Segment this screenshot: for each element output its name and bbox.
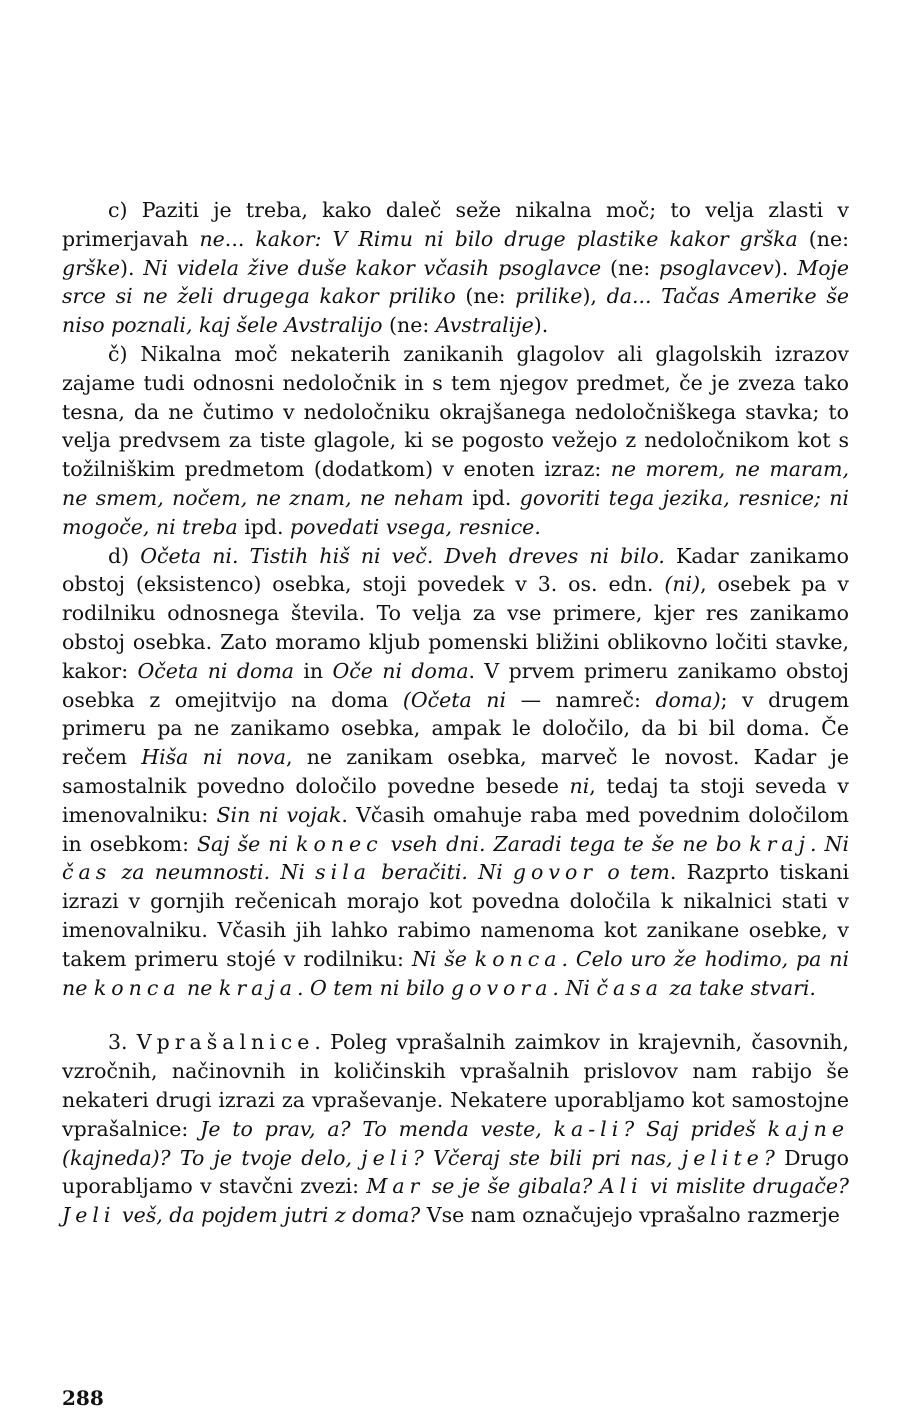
text-run: (ne: xyxy=(455,284,516,309)
italic-text-run: Je to prav, a? To menda veste, xyxy=(200,1116,554,1141)
italic-text-run: kakor: V Rimu ni bilo druge plastike kakor grška xyxy=(255,226,798,251)
paragraph-cc xyxy=(62,340,849,542)
spaced-text-run: konca xyxy=(93,975,181,1000)
text-run: ). xyxy=(120,255,144,280)
spaced-text-run: govor xyxy=(512,860,598,885)
text-run: , ne zanikam osebka, marveč le novost. Kadar je samostalnik povedno določilo povedne besede xyxy=(62,745,849,798)
italic-text-run: se je še gibala? xyxy=(424,1174,600,1199)
italic-text-run: Ni videla žive duše kakor včasih psoglavce xyxy=(143,255,602,280)
italic-text-run: . Ni xyxy=(810,831,850,856)
text-run: ; v drugem primeru pa ne zanikamo osebka, ampak le določilo, da bi bil doma. Če rečem xyxy=(62,687,850,770)
italic-text-run: prilike xyxy=(515,284,583,309)
text-run: (ne: xyxy=(382,313,436,338)
spaced-text-run: kraj xyxy=(749,831,810,856)
text-run: — namreč: xyxy=(506,687,656,712)
text-run: Kadar zanikamo obstoj (eksistenco) osebka, stoji povedek v 3. os. edn. xyxy=(62,543,850,597)
italic-text-run: (Očeta ni xyxy=(402,687,507,712)
spaced-text-run: jelite xyxy=(681,1145,764,1170)
text-run: č) Nikalna moč nekaterih zanikanih glagolov ali glagolskih izrazov zajame tudi odnosni nedoločnik in s tem njegov predmet, če je zveza tako tesna, da ne čutimo v nedoločniku okrajšanega nedoločniškega stavka; to velja predvsem za tiste glagole, ki se pogosto vežejo z nedoločnikom kot s tožilniškim predmetom (dodatkom) v enoten izraz: xyxy=(62,341,849,482)
italic-text-run: govoriti tega jezika, resnice; ni mogoče, ni treba xyxy=(62,485,849,539)
text-run: ipd. xyxy=(237,514,291,539)
italic-text-run: veš, da pojdem jutri z doma? xyxy=(115,1203,421,1228)
italic-text-run: ne xyxy=(199,226,225,251)
text-run: in xyxy=(294,658,333,683)
body-text xyxy=(62,196,849,1230)
italic-text-run: vseh dni. Zaradi tega te še ne bo xyxy=(382,831,750,856)
spaced-text-run: Mar xyxy=(366,1174,425,1199)
italic-text-run: beračiti. Ni xyxy=(371,860,513,885)
text-run: . V prvem primeru zanikamo obstoj osebka z omejitvijo na doma xyxy=(62,658,849,712)
italic-text-run: ? Saj prideš xyxy=(623,1116,768,1141)
italic-text-run: Saj še ni xyxy=(197,831,297,856)
spaced-text-run: kraja xyxy=(218,975,297,1000)
text-run: . Razprto tiskani izrazi v gornjih rečenicah morajo kot povedna določila k nikalnici stati v imenovalniku. Včasih jih lahko rabimo namenoma kot zanikane osebke, v takem primeru stojé v rodilniku: xyxy=(62,860,850,971)
italic-text-run: da... Tačas Amerike še niso poznali, kaj šele Avstralijo xyxy=(62,284,849,338)
spaced-text-run: konec xyxy=(296,831,383,856)
text-run: ipd. xyxy=(463,485,520,510)
italic-text-run: ne morem, ne maram, ne smem, nočem, ne znam, ne neham xyxy=(62,457,849,510)
italic-text-run: . O tem ni bilo xyxy=(296,975,451,1000)
italic-text-run: grške xyxy=(62,255,120,280)
italic-text-run: . Ni xyxy=(552,975,597,1000)
spaced-text-run: čas xyxy=(62,860,112,885)
spaced-text-run: Jeli xyxy=(62,1203,116,1228)
text-run: ), xyxy=(582,284,607,309)
spaced-text-run: sila xyxy=(315,860,372,885)
italic-text-run: (ni) xyxy=(664,572,701,597)
italic-text-run: doma) xyxy=(655,687,721,712)
italic-text-run: Hiša ni nova xyxy=(141,745,286,770)
italic-text-run: Avstralije xyxy=(435,313,534,338)
text-run: , tedaj ta stoji seveda v imenovalniku: xyxy=(62,773,849,827)
text-run: ). xyxy=(773,255,798,280)
italic-text-run: ni xyxy=(569,773,590,798)
italic-text-run: Očeta ni. Tistih hiš ni več. Dveh dreves ni bilo. xyxy=(140,543,665,568)
spaced-text-run: Ali xyxy=(599,1174,643,1199)
italic-text-run: psoglavcev xyxy=(659,255,774,280)
text-run: Drugo uporabljamo v stavčni zvezi: xyxy=(62,1145,849,1199)
spaced-text-run: jeli xyxy=(361,1145,413,1170)
spaced-text-run: ka-li xyxy=(553,1116,624,1141)
italic-text-run: . Celo uro že hodimo, pa ni ne xyxy=(62,946,849,1000)
text-run: . Poleg vprašalnih zaimkov in krajevnih, časovnih, vzročnih, načinovnih in količinskih vprašalnih prislovov nam rabijo še nekateri drugi izrazi za vpraševanje. Nekatere uporabljamo kot samostojne vprašalnice: xyxy=(62,1030,849,1141)
italic-text-run: Očeta ni doma xyxy=(137,658,294,683)
italic-text-run: Ni še xyxy=(411,946,475,971)
text-run: d) xyxy=(108,543,141,568)
spaced-text-run: kajne xyxy=(767,1116,849,1141)
text-run: 3. xyxy=(108,1030,137,1055)
page-number: 288 xyxy=(62,1386,104,1410)
text-run: ). xyxy=(533,313,549,338)
text-run: . Včasih omahuje raba med povednim določilom in osebkom: xyxy=(62,802,849,856)
text-run: ... xyxy=(224,226,256,251)
italic-text-run: o tem xyxy=(597,860,670,885)
spaced-text-run: Vprašalnice xyxy=(136,1030,315,1055)
italic-text-run: ? Včeraj ste bili pri nas, xyxy=(412,1145,682,1170)
italic-text-run: Sin ni vojak xyxy=(216,802,342,827)
text-run: Vse nam označujejo vprašalno razmerje xyxy=(420,1203,840,1228)
paragraph-c xyxy=(62,196,849,340)
spaced-text-run: konca xyxy=(474,946,562,971)
paragraph-d xyxy=(62,542,849,1003)
spaced-text-run: časa xyxy=(596,975,663,1000)
italic-text-run: (kajneda)? To je tvoje delo, xyxy=(62,1145,362,1170)
italic-text-run: vi mislite drugače? xyxy=(642,1174,849,1199)
italic-text-run: ne xyxy=(180,975,219,1000)
text-run: , osebek pa v rodilniku odnosnega števila. To velja za vse primere, kjer res zanikamo obstoj osebka. Zato moramo kljub pomenski bližini oblikovno ločiti stavke, kakor: xyxy=(62,572,849,683)
italic-text-run: Moje srce si ne želi drugega kakor priliko xyxy=(62,255,850,309)
text-run: (ne: xyxy=(601,255,660,280)
italic-text-run: povedati vsega, resnice. xyxy=(290,514,541,539)
paragraph-section-3 xyxy=(62,1028,849,1230)
text-run: c) Paziti je treba, kako daleč seže nikalna moč; to velja zlasti v primerjavah xyxy=(62,198,849,251)
italic-text-run: za neumnosti. Ni xyxy=(111,860,316,885)
spaced-text-run: govora xyxy=(451,975,553,1000)
italic-text-run: za take stvari. xyxy=(662,975,816,1000)
italic-text-run: Oče ni doma xyxy=(332,658,469,683)
text-run: (ne: xyxy=(797,226,849,251)
italic-text-run: ? xyxy=(763,1145,775,1170)
